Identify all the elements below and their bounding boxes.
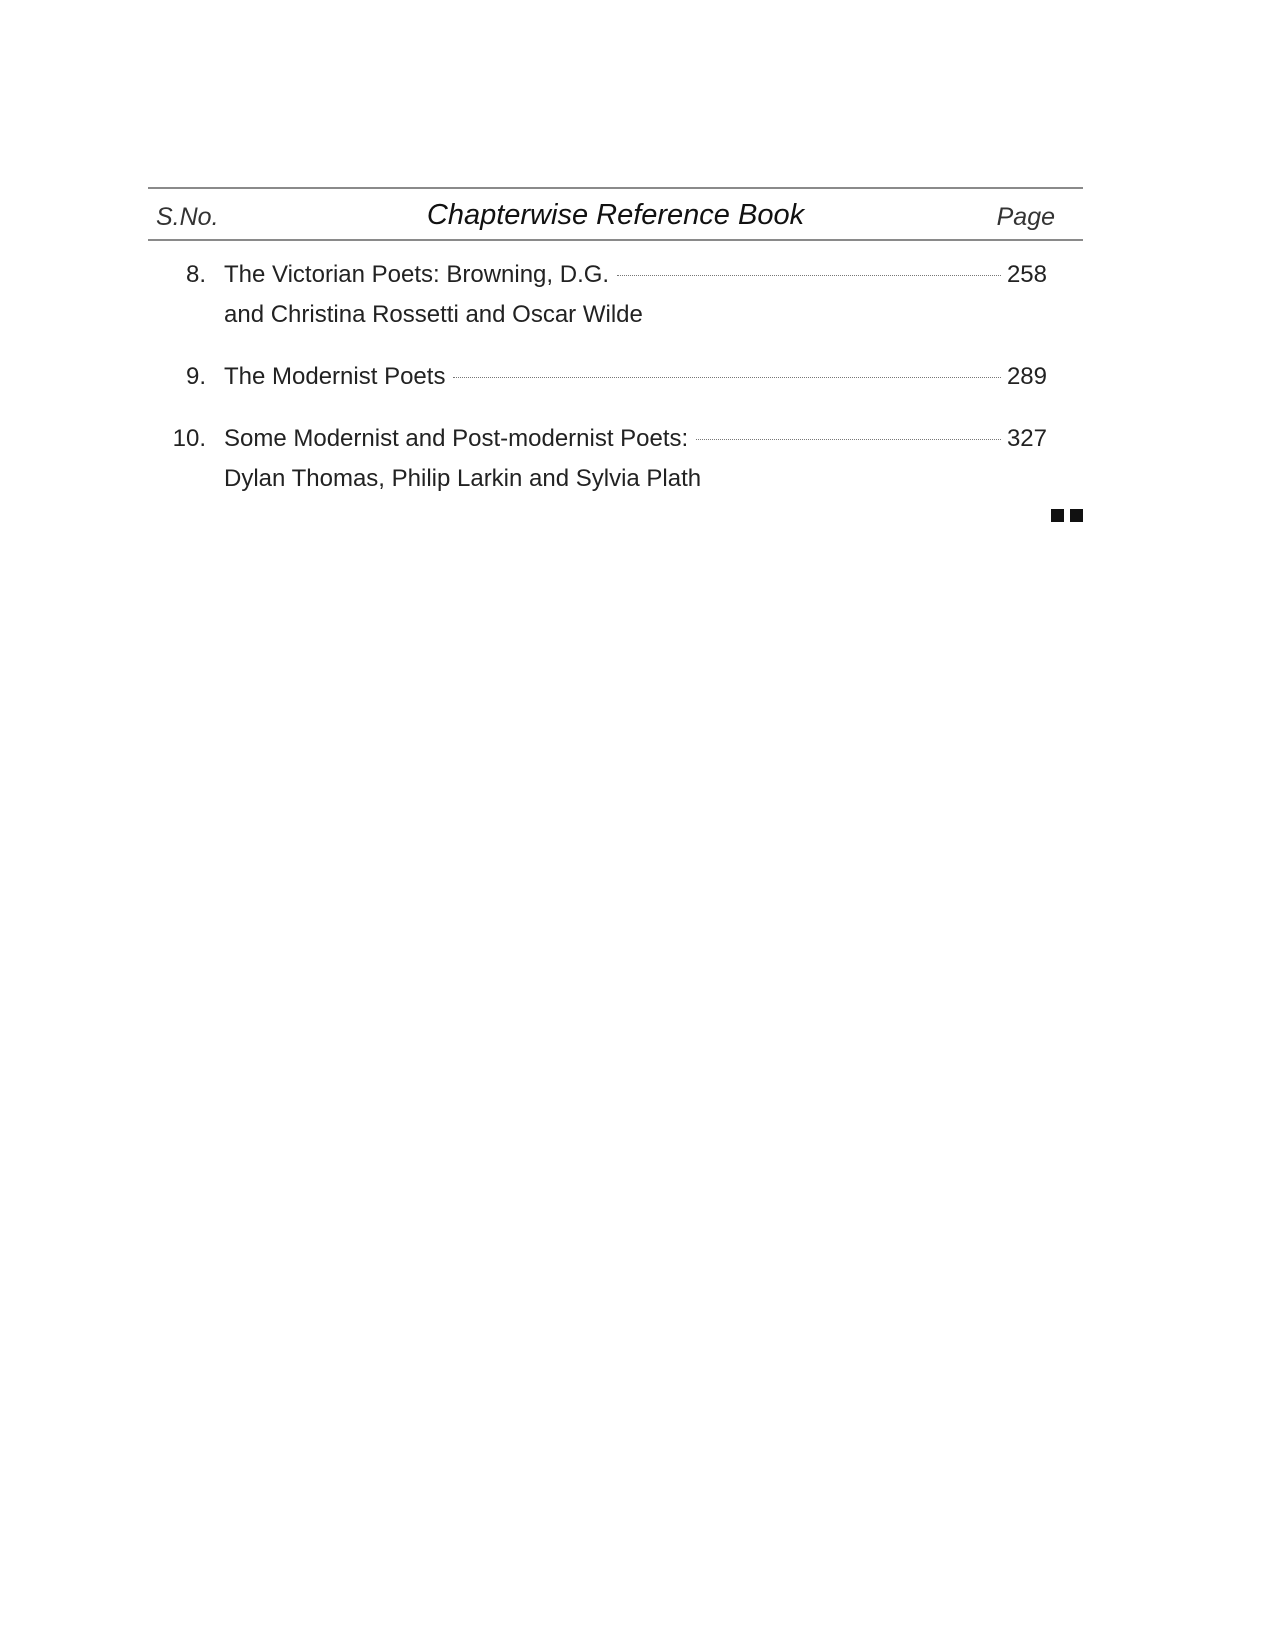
entry-title-continued: Dylan Thomas, Philip Larkin and Sylvia Plath [224,465,702,492]
toc-entries [148,255,1083,499]
toc-entry [148,419,1083,499]
entry-page-number: 327 [1006,425,1047,452]
toc-entry [148,357,1083,397]
book-title: Chapterwise Reference Book [426,199,805,231]
entry-title: The Victorian Poets: Browning, D.G. [224,261,610,288]
entry-title: The Modernist Poets [224,363,446,390]
sno-column-label: S.No. [156,203,219,231]
dot-leader [617,275,1001,276]
page-column-label: Page [996,203,1055,231]
double-square-end-mark-icon [1051,509,1083,522]
dot-leader [696,439,1001,440]
entry-number: 9. [185,363,206,390]
table-of-contents [148,187,1083,499]
entry-page-number: 258 [1006,261,1047,288]
entry-number: 8. [185,261,206,288]
entry-title-continued: and Christina Rossetti and Oscar Wilde [224,301,643,328]
entry-line [224,419,1047,459]
dot-leader [453,377,1001,378]
entry-page-number: 289 [1006,363,1047,390]
toc-entry [148,255,1083,335]
entry-line [224,255,1047,295]
toc-header [148,189,1083,239]
entry-title: Some Modernist and Post-modernist Poets: [224,425,689,452]
entry-line [224,357,1047,397]
header-rule [148,239,1083,241]
entry-number: 10. [172,425,206,452]
